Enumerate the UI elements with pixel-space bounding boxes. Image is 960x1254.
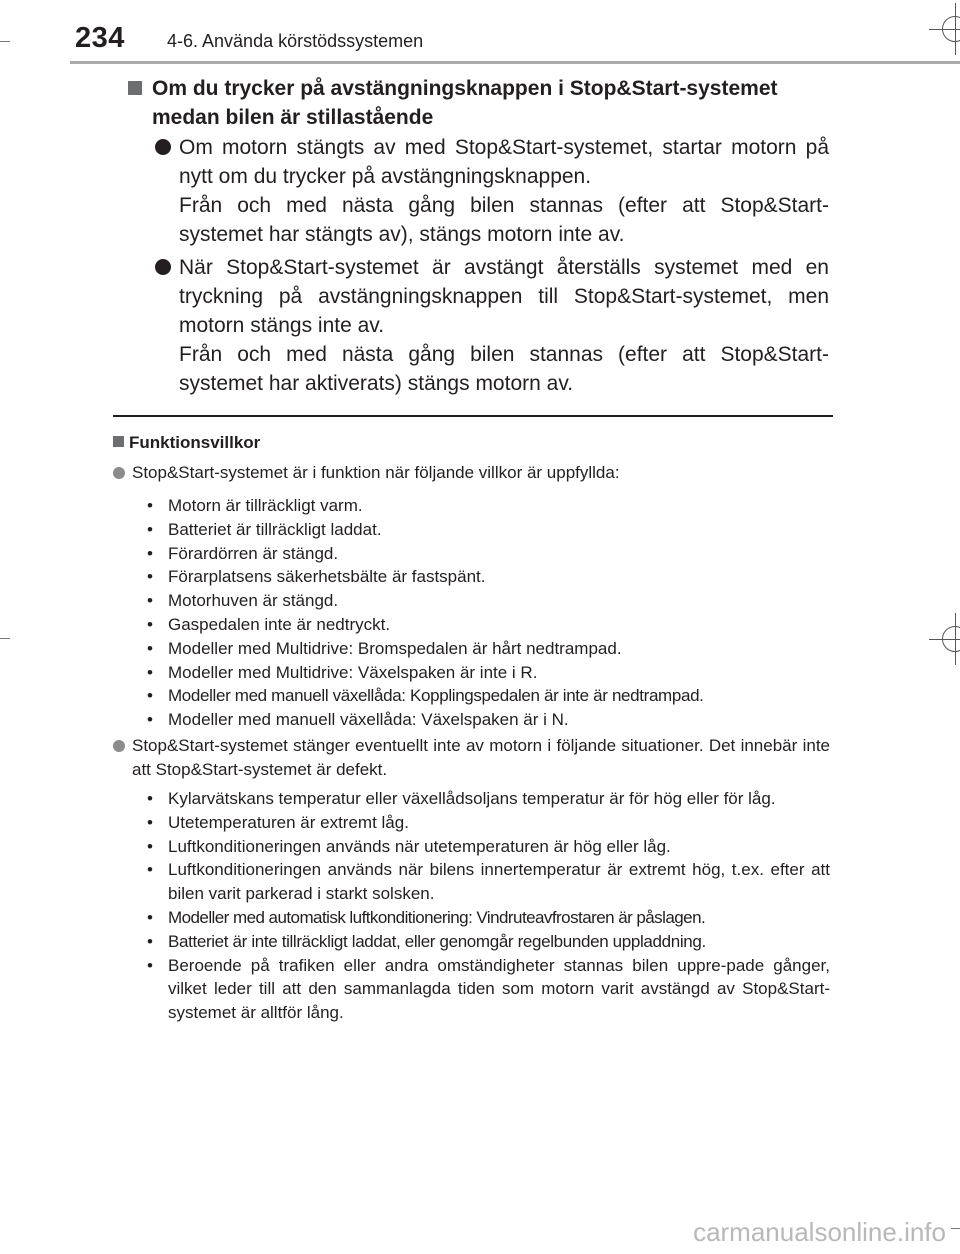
list-item: • Beroende på trafiken eller andra omständigheter stannas bilen uppre-pade gånger, vilket leder till att den sammanlagda tiden som motorn varit avstängd av Stop&Start-systemet är alltför lång. xyxy=(147,954,830,1025)
circle-bullet-icon xyxy=(155,259,171,275)
conditions-item-1 xyxy=(113,461,830,485)
list-item: • Modeller med automatisk luftkonditionering: Vindruteavfrostaren är påslagen. xyxy=(147,906,830,930)
list-item: • Batteriet är inte tillräckligt laddat, eller genomgår regelbunden uppladdning. xyxy=(147,930,830,954)
stop-button-item-2 xyxy=(155,253,829,398)
list-item: • Batteriet är tillräckligt laddat. xyxy=(147,518,830,542)
list-item: • Förardörren är stängd. xyxy=(147,542,830,566)
conditions-item-2 xyxy=(113,734,830,781)
square-bullet-icon xyxy=(128,81,142,95)
situations-list xyxy=(147,787,830,1025)
conditions-list xyxy=(147,494,830,732)
section-divider xyxy=(113,415,833,417)
list-item: • Motorn är tillräckligt varm. xyxy=(147,494,830,518)
item-note: Från och med nästa gång bilen stannas (efter att Stop&Start-systemet har stängts av), stängs motorn inte av. xyxy=(179,194,829,246)
page-number: 234 xyxy=(75,22,125,54)
list-item: • Kylarvätskans temperatur eller växellådsoljans temperatur är för hög eller för låg. xyxy=(147,787,830,811)
item-text: Om motorn stängts av med Stop&Start-systemet, startar motorn på nytt om du trycker på avstängningsknappen. xyxy=(179,136,829,188)
list-item: • Gaspedalen inte är nedtryckt. xyxy=(147,613,830,637)
stop-button-heading xyxy=(128,74,830,132)
circle-bullet-icon xyxy=(113,740,125,752)
crop-mark xyxy=(951,1228,960,1229)
registration-mark-top-right xyxy=(942,16,960,42)
circle-bullet-icon xyxy=(155,139,171,155)
registration-mark-middle-right xyxy=(942,626,960,652)
crop-mark xyxy=(0,638,10,639)
circle-bullet-icon xyxy=(113,467,125,479)
list-item: • Modeller med manuell växellåda: Kopplingspedalen är inte är nedtrampad. xyxy=(147,684,830,708)
list-item: • Luftkonditioneringen används när utetemperaturen är hög eller låg. xyxy=(147,835,830,859)
list-item: • Modeller med Multidrive: Växelspaken är inte i R. xyxy=(147,661,830,685)
list-item: • Motorhuven är stängd. xyxy=(147,589,830,613)
stop-button-item-1 xyxy=(155,133,829,249)
list-item: • Modeller med Multidrive: Bromspedalen är hårt nedtrampad. xyxy=(147,637,830,661)
item-text: Stop&Start-systemet är i funktion när följande villkor är uppfyllda: xyxy=(132,463,620,482)
crop-mark xyxy=(0,41,10,42)
list-item: • Luftkonditioneringen används när bilens innertemperatur är extremt hög, t.ex. efter att bilen varit parkerad i starkt solsken. xyxy=(147,858,830,906)
item-note: Från och med nästa gång bilen stannas (efter att Stop&Start-systemet har aktiverats) stängs motorn av. xyxy=(179,343,829,395)
item-text: Stop&Start-systemet stänger eventuellt inte av motorn i följande situationer. Det innebär inte att Stop&Start-systemet är defekt. xyxy=(132,736,830,779)
square-bullet-icon xyxy=(113,436,124,447)
list-item: • Förarplatsens säkerhetsbälte är fastspänt. xyxy=(147,565,830,589)
header-rule xyxy=(70,61,960,64)
heading-text: Funktionsvillkor xyxy=(129,433,261,452)
section-title: 4-6. Använda körstödssystemen xyxy=(167,31,424,51)
item-text: När Stop&Start-systemet är avstängt återställs systemet med en tryckning på avstängningsknappen till Stop&Start-systemet, men motorn stängs inte av. xyxy=(179,256,829,337)
heading-text: Om du trycker på avstängningsknappen i Stop&Start-systemet medan bilen är stillastående xyxy=(152,77,778,129)
list-item: • Utetemperaturen är extremt låg. xyxy=(147,811,830,835)
watermark: carmanualsonline.info xyxy=(693,1217,946,1247)
list-item: • Modeller med manuell växellåda: Växelspaken är i N. xyxy=(147,708,830,732)
conditions-heading xyxy=(113,433,260,453)
